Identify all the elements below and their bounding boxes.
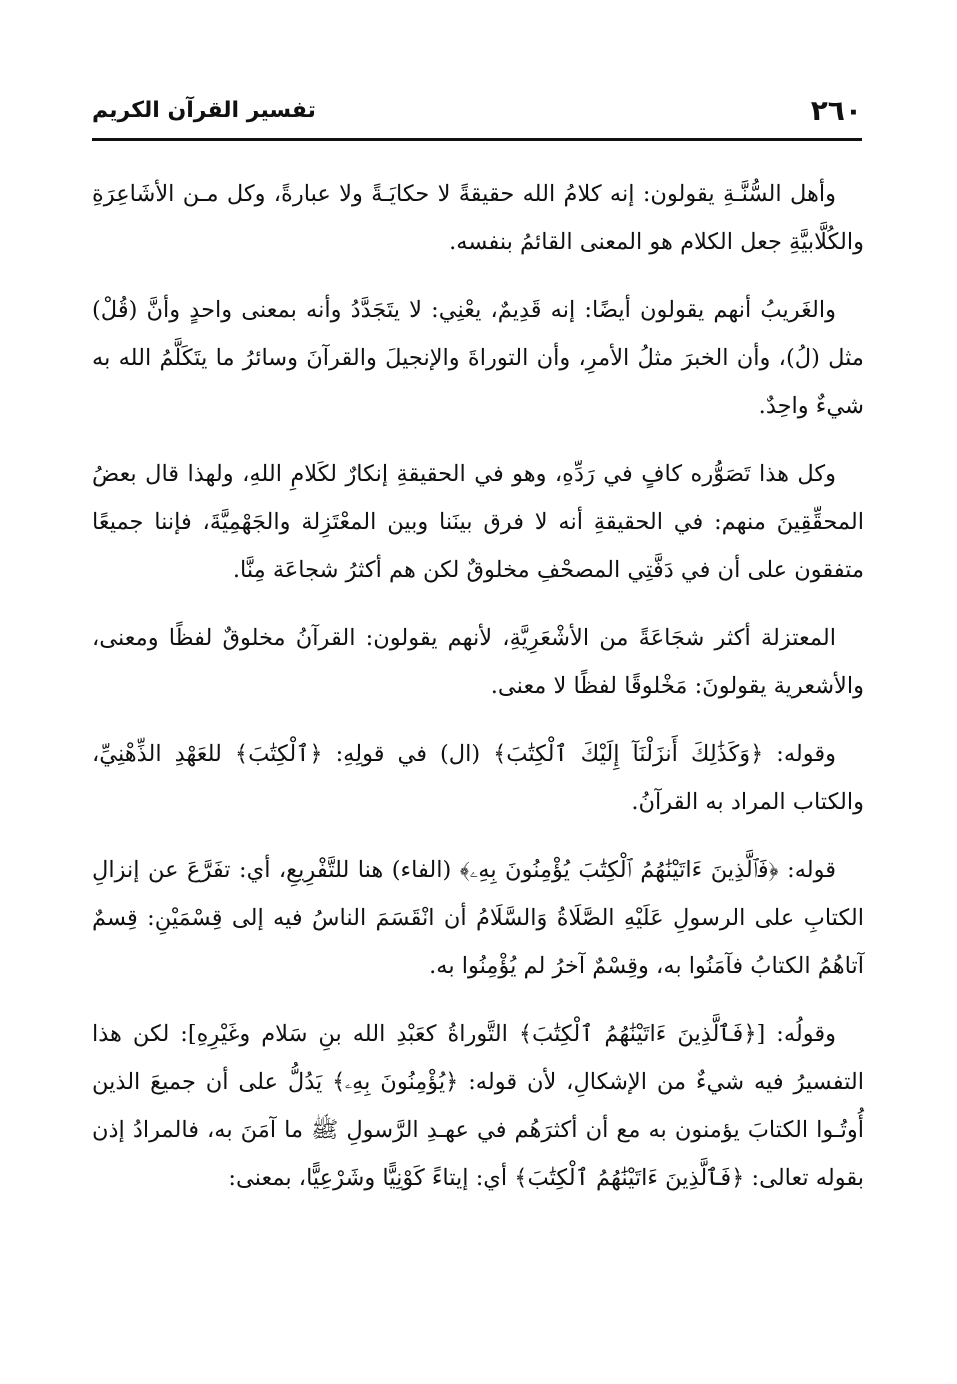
page-header [92, 92, 862, 136]
paragraph: وأهل السُّنَّـةِ يقولون: إنه كلامُ الله حقيقةً لا حكايَـةً ولا عبارةً، وكل مـن الأشَاعِرَةِ والكُلَّابيَّةِ جعل الكلام هو المعنى القائمُ بنفسه. [92, 181, 864, 255]
body-text [92, 170, 864, 1222]
paragraph: والغَريبُ أنهم يقولون أيضًا: إنه قَدِيمٌ، يعْنِي: لا يتَجَدَّدُ وأنه بمعنى واحدٍ وأنَّ (قُلْ) مثل (لُ)، وأن الخبرَ مثلُ الأمرِ، وأن التوراةَ والإنجيلَ والقرآنَ وسائرُ ما يتَكَلَّمُ الله به شيءٌ واحِدٌ. [92, 297, 864, 419]
header-divider [92, 138, 862, 141]
page-number: ٢٦٠ [810, 94, 862, 127]
paragraph: وكل هذا تَصَوُّره كافٍ في رَدِّهِ، وهو في الحقيقةِ إنكارٌ لكَلامِ اللهِ، ولهذا قال بعضُ المحقِّقِينَ منهم: في الحقيقةِ أنه لا فرق بينَنا وبين المعْتَزِلة والجَهْمِيَّةَ، فإننا جميعًا متفقون على أن في دَفَّتِي المصحْفِ مخلوقٌ لكن هم أكثرُ شجاعَة مِنَّا. [92, 461, 864, 583]
paragraph: وقوله: ﴿وَكَذَٰلِكَ أَنزَلْنَآ إِلَيْكَ ٱلْكِتَٰبَ﴾ (ال) في قولِهِ: ﴿ٱلْكِتَٰبَ﴾ للعَهْدِ الذِّهْنِيِّ، والكتاب المراد به القرآنُ. [92, 741, 864, 815]
running-title: تفسير القرآن الكريم [92, 98, 316, 123]
paragraph: وقولُه: [﴿فَٱلَّذِينَ ءَاتَيْنَٰهُمُ ٱلْكِتَٰبَ﴾ التَّوراةُ كعَبْدِ الله بنِ سَلام وغَيْرِهِ]: لكن هذا التفسيرُ فيه شيءٌ من الإشكالِ، لأن قوله: ﴿يُؤْمِنُونَ بِهِۦ﴾ يَدُلُّ على أن جميعَ الذين أُوتُـوا الكتابَ يؤمنون به مع أن أكثرَهُم في عهـدِ الرَّسولِ ﷺ ما آمَنَ به، فالمرادُ إذن بقوله تعالى: ﴿فَٱلَّذِينَ ءَاتَيْنَٰهُمُ ٱلْكِتَٰبَ﴾ أي: إيتاءً كَوْنِيًّا وشَرْعِيًّا، بمعنى: [92, 1021, 864, 1191]
paragraph: المعتزلة أكثر شجَاعَةً من الأشْعَرِيَّةِ، لأنهم يقولون: القرآنُ مخلوقٌ لفظًا ومعنى، والأشعرية يقولونَ: مَخْلوقًا لفظًا لا معنى. [92, 625, 864, 699]
paragraph: قوله: ﴿فَٱلَّذِينَ ءَاتَيْنَٰهُمُ ٱلْكِتَٰبَ يُؤْمِنُونَ بِهِۦ﴾ (الفاء) هنا للتَّفْرِيعِ، أي: تفَرَّعَ عن إنزالِ الكتابِ على الرسولِ عَلَيْهِ الصَّلَاةُ وَالسَّلَامُ أن انْقَسَمَ الناسُ فيه إلى قِسْمَيْنِ: قِسمٌ آتاهُمُ الكتابُ فآمَنُوا به، وقِسْمٌ آخرُ لم يُؤْمِنُوا به. [92, 857, 864, 979]
